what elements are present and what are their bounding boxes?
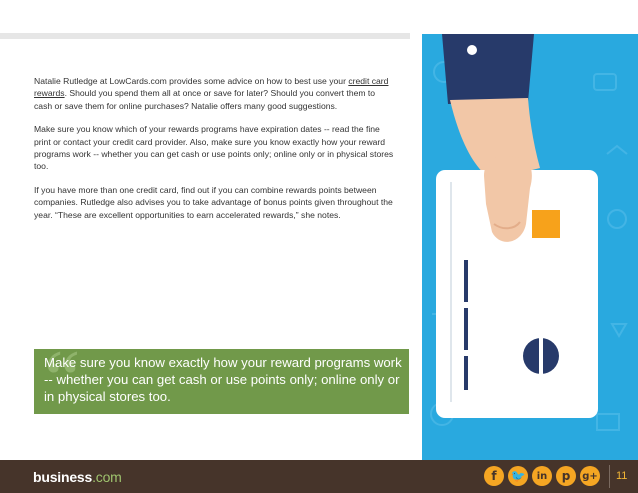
paragraph-1: Natalie Rutledge at LowCards.com provides some advice on how to best use your credit card rewards. Should you spend them all at once or save for later? Should you convert them to cash or save them for online purchases? Natalie offers many good suggestions. [34, 76, 389, 111]
paragraph-2: Make sure you know which of your rewards programs have expiration dates -- read the fine print or contact your credit card provider. Also, make sure you know exactly how your reward programs work -- whether you can get cash or use points only; online only or in physical stores too. [34, 124, 394, 172]
top-divider [0, 33, 410, 39]
credit-card-rewards-link[interactable]: credit card rewards [34, 76, 389, 99]
paragraph-3: If you have more than one credit card, find out if you can combine rewards points between companies. Rutledge also advises you to take advantage of bonus points given throughout the year. “These are excellent opportunities to earn accelerated rewards,” she notes. [34, 185, 393, 220]
business-com-logo[interactable]: business.com [33, 469, 122, 485]
twitter-icon[interactable]: 🐦 [508, 466, 528, 486]
hand-holding-card-illustration [422, 34, 638, 460]
article-body [34, 75, 394, 232]
page-number: 11 [616, 470, 628, 482]
linkedin-icon[interactable]: in [532, 466, 552, 486]
pull-quote-text: Make sure you know exactly how your reward programs work -- whether you can get cash or use points only; online only or in physical stores too. [44, 355, 402, 404]
footer-bar [0, 460, 638, 493]
googleplus-icon[interactable]: g+ [580, 466, 600, 486]
quote-mark-icon: “ [44, 333, 81, 424]
pinterest-icon[interactable]: p [556, 466, 576, 486]
page-number-divider [609, 465, 610, 488]
facebook-icon[interactable]: f [484, 466, 504, 486]
